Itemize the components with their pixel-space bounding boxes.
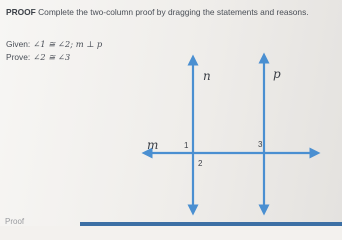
line-label-p: p bbox=[273, 67, 281, 81]
proof-table-header-bar bbox=[80, 222, 342, 226]
angle-label-2: 2 bbox=[198, 159, 203, 168]
instructions-text: Complete the two-column proof by dragging the statements and reasons. bbox=[38, 7, 309, 17]
line-label-n: n bbox=[203, 69, 211, 83]
angle-label-3: 3 bbox=[258, 140, 263, 149]
given-label: Given: bbox=[6, 39, 31, 49]
prove-math: ∠2 ≅ ∠3 bbox=[33, 52, 71, 62]
line-label-m: m bbox=[147, 138, 159, 152]
prove-label: Prove: bbox=[6, 52, 31, 62]
angle-label-1: 1 bbox=[184, 141, 189, 150]
proof-title: PROOF bbox=[6, 7, 36, 17]
given-math: ∠1 ≅ ∠2; m ⊥ p bbox=[33, 39, 103, 49]
proof-section-label: Proof bbox=[5, 217, 25, 226]
